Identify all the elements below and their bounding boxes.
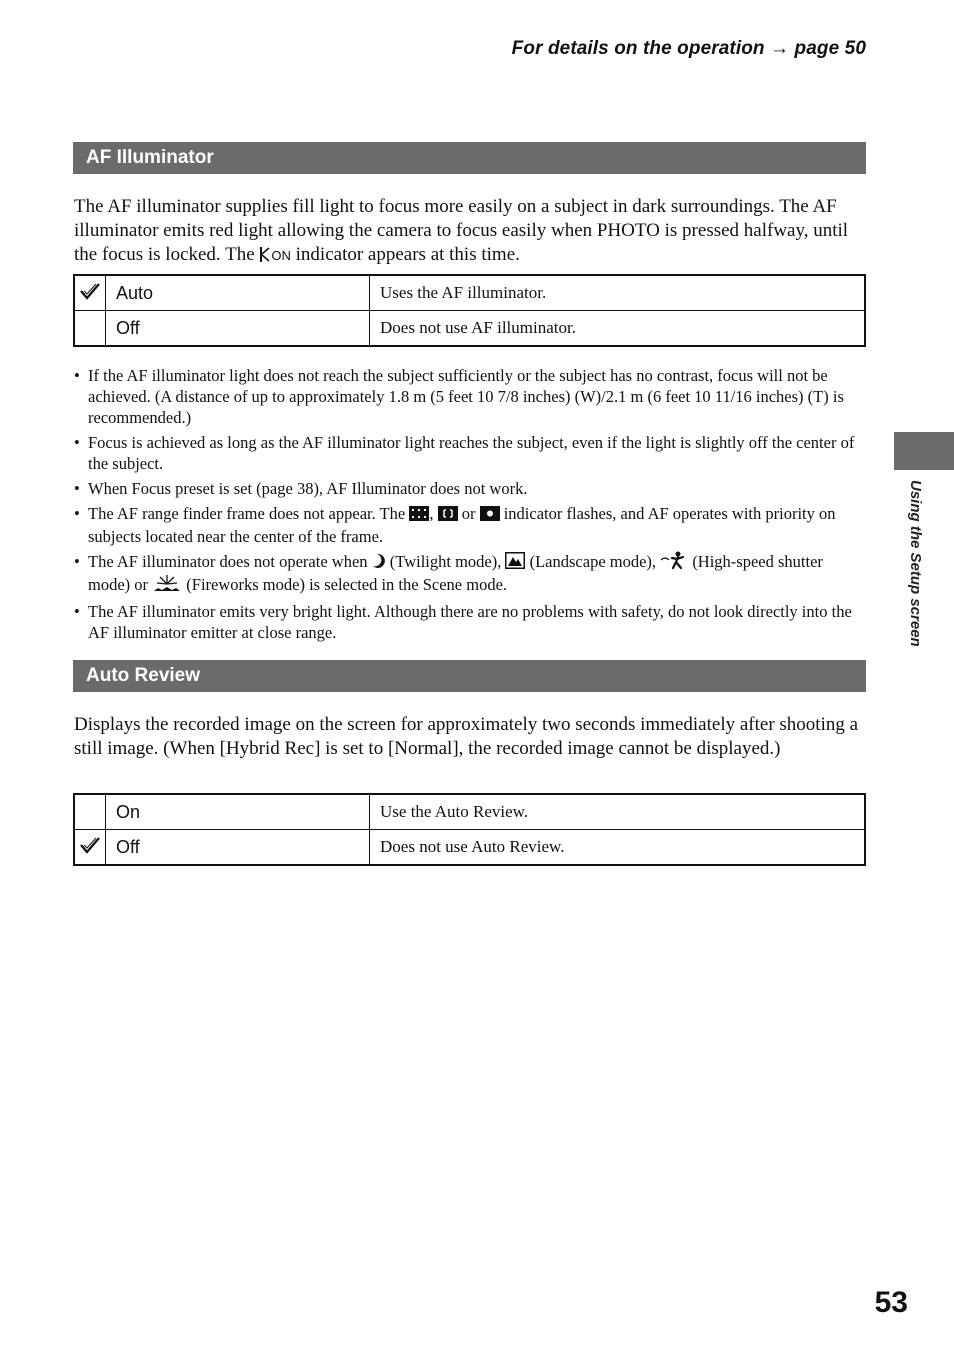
default-cell xyxy=(75,311,106,346)
af-illuminator-on-icon-text: ON xyxy=(271,248,291,263)
af-description-text-1: The AF illuminator supplies fill light to focus more easily on a subject in dark surroundings. The AF illuminator emits red light allowing the camera to focus easily when PHOTO is pressed halfway, until the focus is locked. The xyxy=(74,196,849,265)
default-cell xyxy=(75,276,106,311)
high-speed-shutter-icon xyxy=(660,551,688,574)
header-ref-page: page 50 xyxy=(794,38,866,59)
af-options-table xyxy=(74,275,865,346)
review-option-row-on xyxy=(75,795,865,830)
auto-review-description: Displays the recorded image on the screen for approximately two seconds immediately after shooting a still image. (When [Hybrid Rec] is set to [Normal], the recorded image cannot be displayed.) xyxy=(74,714,859,759)
note-text: (Landscape mode), xyxy=(529,552,657,571)
option-description: Use the Auto Review. xyxy=(370,795,865,830)
af-illuminator-on-icon xyxy=(259,246,271,270)
note-item xyxy=(74,503,866,547)
twilight-icon xyxy=(372,553,386,574)
note-text: The AF range finder frame does not appear. The xyxy=(88,504,406,523)
separator: , xyxy=(429,504,434,523)
af-option-row-auto xyxy=(75,276,865,311)
option-label: On xyxy=(106,795,370,830)
default-cell xyxy=(75,795,106,830)
note-text: When Focus preset is set (page 38), AF Illuminator does not work. xyxy=(88,479,528,498)
auto-review-options-table xyxy=(74,794,865,865)
header-ref-text: For details on the operation xyxy=(511,38,765,59)
center-af-icon xyxy=(438,505,458,526)
default-cell xyxy=(75,830,106,865)
spot-af-icon xyxy=(480,505,500,526)
section-title-af-illuminator: AF Illuminator xyxy=(73,142,866,174)
header-operation-reference xyxy=(512,38,866,60)
note-item xyxy=(74,551,866,597)
note-item xyxy=(74,601,866,643)
review-option-row-off xyxy=(75,830,865,865)
note-text: The AF illuminator does not operate when xyxy=(88,552,368,571)
side-section-label: Using the Setup screen xyxy=(907,480,924,647)
option-description: Does not use AF illuminator. xyxy=(370,311,865,346)
note-text: If the AF illuminator light does not reach the subject sufficiently or the subject has no contrast, focus will not be achieved. (A distance of up to approximately 1.8 m (5 feet 10 7/8 inches) (W)/2.1 m (6 feet 10 11/16 inches) (T) is recommended.) xyxy=(88,366,844,427)
checkmark-icon xyxy=(79,842,101,859)
note-text: (Fireworks mode) is selected in the Scene mode. xyxy=(186,575,508,594)
section-title-auto-review: Auto Review xyxy=(73,660,866,692)
landscape-icon xyxy=(505,552,525,574)
note-text: (Twilight mode), xyxy=(389,552,502,571)
af-description-text-2: indicator appears at this time. xyxy=(295,244,520,265)
note-item xyxy=(74,365,866,428)
page-number: 53 xyxy=(874,1286,908,1319)
multi-point-af-icon xyxy=(409,505,429,526)
option-label: Off xyxy=(106,311,370,346)
arrow-icon: → xyxy=(770,38,790,59)
note-item xyxy=(74,432,866,474)
note-text: indicator flashes, and AF operates with priority on subjects located near the center of the frame. xyxy=(88,504,836,546)
fireworks-icon xyxy=(152,574,182,597)
checkmark-icon xyxy=(79,288,101,305)
option-label: Off xyxy=(106,830,370,865)
af-option-row-off xyxy=(75,311,865,346)
option-label: Auto xyxy=(106,276,370,311)
af-notes-list xyxy=(74,365,866,647)
side-tab-marker xyxy=(894,432,954,470)
note-text: (High-speed shutter mode) or xyxy=(88,552,823,594)
option-description: Uses the AF illuminator. xyxy=(370,276,865,311)
note-item xyxy=(74,478,866,499)
note-text-or: or xyxy=(461,504,476,523)
af-description xyxy=(74,195,866,270)
note-text: Focus is achieved as long as the AF illuminator light reaches the subject, even if the light is slightly off the center of the subject. xyxy=(88,433,855,473)
note-text: The AF illuminator emits very bright light. Although there are no problems with safety, do not look directly into the AF illuminator emitter at close range. xyxy=(88,602,852,642)
option-description: Does not use Auto Review. xyxy=(370,830,865,865)
